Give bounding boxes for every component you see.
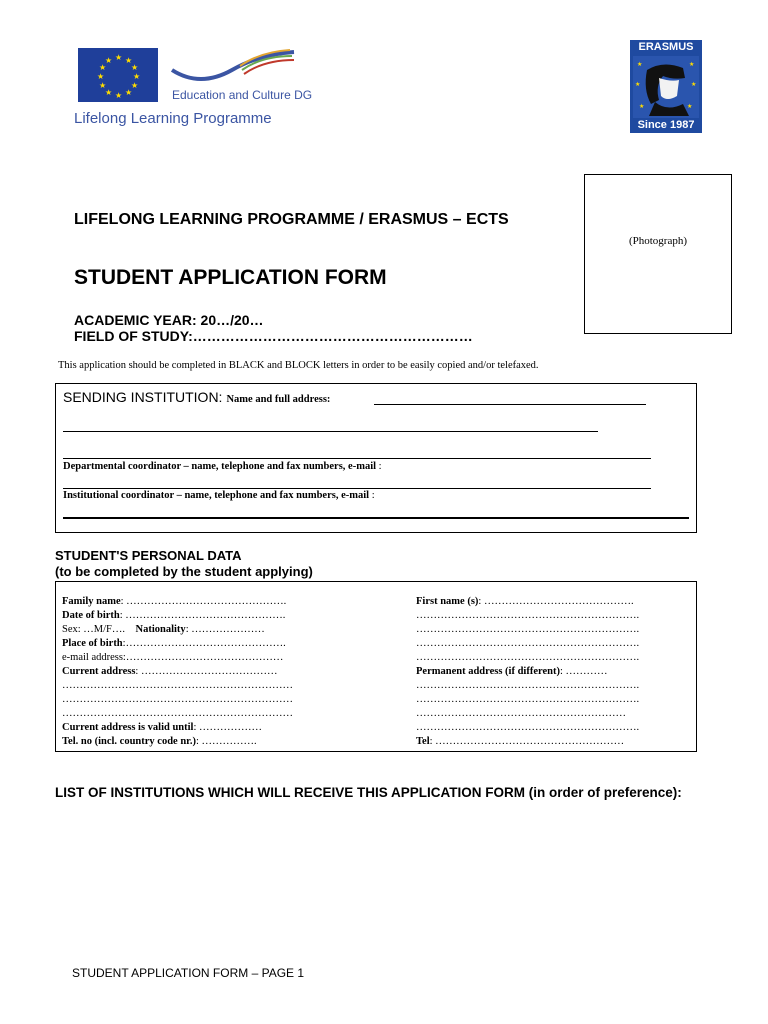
svg-text:★: ★ — [125, 88, 133, 97]
left-field-label: Tel. no (incl. country code nr.) — [62, 736, 196, 747]
nationality-label: Nationality — [135, 624, 186, 635]
svg-text:★: ★ — [105, 88, 113, 97]
left-row[interactable] — [62, 680, 293, 691]
right-row[interactable] — [416, 694, 639, 705]
form-title: STUDENT APPLICATION FORM — [74, 266, 387, 289]
field-of-study: FIELD OF STUDY:…………………………………………………… — [74, 328, 473, 344]
erasmus-logo — [630, 40, 702, 133]
left-row[interactable] — [62, 722, 262, 733]
right-row[interactable] — [416, 652, 639, 663]
address-line-3[interactable] — [63, 458, 651, 459]
right-row[interactable] — [416, 708, 626, 719]
right-row[interactable] — [416, 638, 639, 649]
right-field-fill: ………………………………………………………. — [416, 722, 640, 733]
sex-nationality-row[interactable] — [62, 624, 265, 635]
right-field-label: First name (s) — [416, 596, 479, 607]
left-field-fill: ………………………………………………………… — [62, 708, 293, 719]
sending-institution-box — [55, 383, 697, 533]
svg-text:★: ★ — [125, 56, 133, 65]
left-field-label: Current address — [62, 666, 136, 677]
right-field-fill: ………………………………………………………. — [416, 638, 640, 649]
left-field-fill: : ………………………………………. — [119, 610, 286, 621]
address-line-2[interactable] — [63, 431, 598, 432]
sending-institution-label: SENDING INSTITUTION: — [63, 389, 223, 405]
svg-text:★: ★ — [99, 63, 107, 72]
left-row[interactable] — [62, 736, 257, 747]
dept-coordinator-colon: : — [378, 461, 382, 472]
svg-text:★: ★ — [131, 81, 139, 90]
right-row[interactable] — [416, 680, 639, 691]
svg-text:★: ★ — [97, 72, 105, 81]
svg-text:★: ★ — [635, 81, 641, 88]
erasmus-since: Since 1987 — [637, 119, 695, 131]
svg-text:★: ★ — [99, 81, 107, 90]
nationality-value: : ………………… — [185, 624, 265, 635]
left-row[interactable] — [62, 638, 286, 649]
llp-text: Lifelong Learning Programme — [74, 110, 272, 127]
right-row[interactable] — [416, 610, 639, 621]
right-field-label: Permanent address (if different) — [416, 666, 560, 677]
page-footer: STUDENT APPLICATION FORM – PAGE 1 — [72, 966, 305, 980]
right-field-fill: ………………………………………………………. — [416, 610, 640, 621]
svg-text:★: ★ — [105, 56, 113, 65]
right-row[interactable] — [416, 722, 639, 733]
right-field-fill: ………………………………………………………. — [416, 680, 640, 691]
left-field-fill: ………………………………………………………… — [62, 694, 293, 705]
personal-data-heading: STUDENT'S PERSONAL DATA — [55, 548, 242, 563]
dept-coordinator-line[interactable] — [63, 488, 651, 489]
left-field-label: Family name — [62, 596, 121, 607]
right-field-fill: : ……………………………………………… — [429, 736, 625, 747]
eu-flag-icon — [78, 48, 158, 102]
svg-text:★: ★ — [131, 63, 139, 72]
sex-label: Sex — [62, 624, 78, 635]
erasmus-title: ERASMUS — [638, 41, 694, 53]
name-address-line[interactable] — [374, 404, 646, 405]
sex-value: : …M/F…. — [77, 624, 126, 635]
right-row[interactable] — [416, 666, 608, 677]
left-field-label: Place of birth — [62, 638, 123, 649]
dg-text: Education and Culture DG — [172, 88, 313, 102]
svg-text:★: ★ — [115, 91, 123, 100]
right-field-fill: ………………………………………………………. — [416, 652, 640, 663]
eu-lifelong-learning-logo — [72, 44, 313, 134]
personal-data-box — [55, 581, 697, 752]
left-row[interactable] — [62, 652, 283, 663]
personal-data-subheading: (to be completed by the student applying) — [55, 564, 313, 579]
right-row[interactable] — [416, 736, 624, 747]
left-row[interactable] — [62, 708, 293, 719]
name-address-label: Name and full address: — [226, 394, 331, 405]
right-field-label: Tel — [416, 736, 430, 747]
right-row[interactable] — [416, 624, 639, 635]
right-field-fill: …………………………………………………… — [416, 708, 626, 719]
programme-heading: LIFELONG LEARNING PROGRAMME / ERASMUS – ECTS — [74, 211, 509, 228]
inst-coordinator-colon: : — [371, 490, 375, 501]
photograph-box — [584, 174, 732, 334]
svg-text:★: ★ — [133, 72, 141, 81]
svg-text:★: ★ — [637, 61, 643, 68]
left-field-fill: :………………………………………. — [122, 638, 286, 649]
left-field-fill: : ……………… — [193, 722, 263, 733]
inst-coordinator-line[interactable] — [63, 517, 689, 519]
left-row[interactable] — [62, 596, 286, 607]
left-field-fill: : ………………………………………. — [120, 596, 287, 607]
left-field-label: Current address is valid until — [62, 722, 194, 733]
dept-coordinator-label: Departmental coordinator – name, telephone and fax numbers, e-mail — [63, 461, 377, 472]
right-row[interactable] — [416, 596, 634, 607]
svg-text:★: ★ — [115, 53, 123, 62]
left-field-fill: ………………………………………………………… — [62, 680, 293, 691]
left-field-fill: : ………………………………… — [135, 666, 278, 677]
right-field-fill: : ………… — [559, 666, 608, 677]
svg-text:★: ★ — [691, 81, 697, 88]
svg-text:★: ★ — [687, 103, 693, 110]
left-field-fill: : ……………. — [195, 736, 257, 747]
left-row[interactable] — [62, 666, 277, 677]
inst-coordinator-label: Institutional coordinator – name, telephone and fax numbers, e-mail — [63, 490, 370, 501]
svg-text:★: ★ — [689, 61, 695, 68]
right-field-fill: : ……………………………………. — [478, 596, 634, 607]
left-row[interactable] — [62, 610, 285, 621]
institutions-heading: LIST OF INSTITUTIONS WHICH WILL RECEIVE THIS APPLICATION FORM (in order of preference): — [55, 785, 682, 800]
svg-text:★: ★ — [639, 103, 645, 110]
photograph-label: (Photograph) — [628, 235, 688, 247]
academic-year: ACADEMIC YEAR: 20…/20… — [74, 312, 264, 328]
instructions-text: This application should be completed in BLACK and BLOCK letters in order to be easily copied and/or telefaxed. — [58, 360, 539, 371]
right-field-fill: ………………………………………………………. — [416, 624, 640, 635]
left-field-label: Date of birth — [62, 610, 120, 621]
left-field-fill: e-mail address:……………………………………… — [62, 652, 284, 663]
erasmus-portrait-icon — [633, 56, 699, 118]
left-row[interactable] — [62, 694, 293, 705]
right-field-fill: ………………………………………………………. — [416, 694, 640, 705]
